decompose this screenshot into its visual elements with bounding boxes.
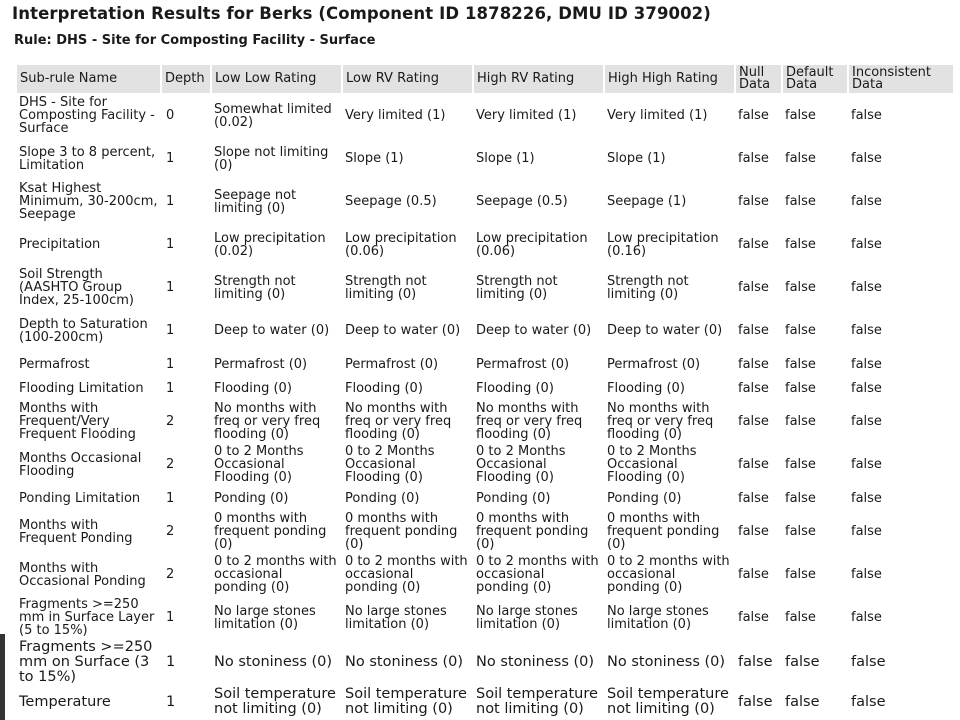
cell-low-rv: 0 to 2 months with occasional ponding (0) <box>345 554 468 595</box>
cell-default: false <box>785 414 816 429</box>
cell-low-low: Slope not limiting (0) <box>214 144 329 173</box>
cell-inconsistent: false <box>851 151 882 166</box>
cell-inconsistent: false <box>851 524 882 539</box>
col-header-low-rv: Low RV Rating <box>343 65 472 93</box>
cell-high-rv: Deep to water (0) <box>476 323 592 338</box>
cell-low-low: No large stones limitation (0) <box>214 603 316 632</box>
cell-low-low: Ponding (0) <box>214 490 289 506</box>
table-row <box>17 224 953 265</box>
cell-default: false <box>785 380 816 396</box>
cell-subrule: Temperature <box>19 693 111 710</box>
cell-low-rv: 0 to 2 Months Occasional Flooding (0) <box>345 444 435 485</box>
cell-default: false <box>785 654 820 670</box>
cell-low-rv: Seepage (0.5) <box>345 194 437 209</box>
cell-inconsistent: false <box>851 356 882 372</box>
cell-null: false <box>738 151 769 166</box>
cell-high-high: Strength not limiting (0) <box>607 273 689 302</box>
cell-high-rv: Permafrost (0) <box>476 356 570 372</box>
cell-low-rv: 0 months with frequent ponding (0) <box>345 511 458 552</box>
cell-low-rv: Slope (1) <box>345 151 404 166</box>
cell-low-rv: Flooding (0) <box>345 380 423 396</box>
cell-low-rv: Permafrost (0) <box>345 356 439 372</box>
cell-high-high: 0 to 2 Months Occasional Flooding (0) <box>607 444 697 485</box>
cell-inconsistent: false <box>851 108 882 123</box>
cell-inconsistent: false <box>851 457 882 472</box>
cell-default: false <box>785 194 816 209</box>
table-row <box>17 310 953 351</box>
table-header-row <box>17 65 953 93</box>
cell-high-rv: Slope (1) <box>476 151 535 166</box>
cell-depth: 1 <box>166 323 175 338</box>
cell-high-rv: No months with freq or very freq flooding (0) <box>476 401 583 442</box>
cell-high-high: Deep to water (0) <box>607 323 723 338</box>
cell-high-rv: Low precipitation (0.06) <box>476 230 588 259</box>
cell-subrule: Fragments >=250 mm on Surface (3 to 15%) <box>19 639 153 685</box>
cell-high-rv: 0 to 2 months with occasional ponding (0) <box>476 554 599 595</box>
cell-inconsistent: false <box>851 380 882 396</box>
cell-low-low: Permafrost (0) <box>214 356 308 372</box>
cell-high-high: 0 months with frequent ponding (0) <box>607 511 720 552</box>
cell-default: false <box>785 280 816 295</box>
col-header-null: Null Data <box>736 65 781 93</box>
cell-null: false <box>738 237 769 252</box>
cell-depth: 1 <box>166 280 175 295</box>
cell-inconsistent: false <box>851 654 886 670</box>
table-row <box>17 181 953 222</box>
table-row <box>17 640 953 685</box>
cell-depth: 1 <box>166 693 176 710</box>
cell-depth: 1 <box>166 237 175 252</box>
cell-inconsistent: false <box>851 693 886 710</box>
cell-null: false <box>738 414 769 429</box>
cell-inconsistent: false <box>851 567 882 582</box>
cell-high-high: Very limited (1) <box>607 108 708 123</box>
cell-high-high: No months with freq or very freq flooding (0) <box>607 401 714 442</box>
cell-null: false <box>738 194 769 209</box>
cell-subrule: Months with Occasional Ponding <box>19 560 146 589</box>
cell-default: false <box>785 490 816 506</box>
cell-null: false <box>738 610 769 625</box>
table-row <box>17 554 953 595</box>
cell-null: false <box>738 490 769 506</box>
cell-default: false <box>785 693 820 710</box>
table-row <box>17 401 953 442</box>
cell-high-high: Low precipitation (0.16) <box>607 230 719 259</box>
cell-low-low: No months with freq or very freq flooding (0) <box>214 401 321 442</box>
table-row <box>17 267 953 308</box>
cell-subrule: Soil Strength (AASHTO Group Index, 25-100cm) <box>19 267 134 308</box>
cell-inconsistent: false <box>851 323 882 338</box>
cell-depth: 1 <box>166 490 175 506</box>
table-row <box>17 444 953 485</box>
cell-high-high: Permafrost (0) <box>607 356 701 372</box>
cell-high-high: No stoniness (0) <box>607 654 726 670</box>
cell-low-low: Low precipitation (0.02) <box>214 230 326 259</box>
cell-high-rv: No large stones limitation (0) <box>476 603 578 632</box>
cell-default: false <box>785 151 816 166</box>
cell-default: false <box>785 108 816 123</box>
cell-low-rv: No stoniness (0) <box>345 654 464 670</box>
cell-high-high: 0 to 2 months with occasional ponding (0) <box>607 554 730 595</box>
cell-low-rv: Very limited (1) <box>345 108 446 123</box>
cell-low-low: 0 months with frequent ponding (0) <box>214 511 327 552</box>
cell-default: false <box>785 356 816 372</box>
cell-depth: 1 <box>166 380 175 396</box>
cell-depth: 1 <box>166 654 176 670</box>
cell-depth: 1 <box>166 151 175 166</box>
cell-depth: 1 <box>166 194 175 209</box>
rule-heading: Rule: DHS - Site for Composting Facility - Surface <box>14 33 376 48</box>
col-header-low-low: Low Low Rating <box>212 65 341 93</box>
cell-depth: 1 <box>166 610 175 625</box>
cell-depth: 2 <box>166 457 175 472</box>
table-row <box>17 377 953 399</box>
cell-null: false <box>738 567 769 582</box>
cell-subrule: Months Occasional Flooding <box>19 450 142 479</box>
cell-inconsistent: false <box>851 490 882 506</box>
cell-low-low: No stoniness (0) <box>214 654 333 670</box>
cell-depth: 2 <box>166 567 175 582</box>
col-header-depth: Depth <box>162 65 210 93</box>
cell-default: false <box>785 524 816 539</box>
cell-null: false <box>738 693 773 710</box>
left-edge-bar <box>0 634 5 720</box>
cell-low-low: 0 to 2 Months Occasional Flooding (0) <box>214 444 304 485</box>
cell-low-rv: Low precipitation (0.06) <box>345 230 457 259</box>
cell-high-rv: 0 months with frequent ponding (0) <box>476 511 589 552</box>
cell-null: false <box>738 457 769 472</box>
cell-high-high: Seepage (1) <box>607 194 687 209</box>
col-header-subrule: Sub-rule Name <box>17 65 160 93</box>
cell-subrule: Permafrost <box>19 356 90 372</box>
cell-low-low: Soil temperature not limiting (0) <box>214 686 336 717</box>
cell-high-rv: 0 to 2 Months Occasional Flooding (0) <box>476 444 566 485</box>
interpretation-table <box>15 63 955 719</box>
cell-high-high: No large stones limitation (0) <box>607 603 709 632</box>
cell-high-rv: Very limited (1) <box>476 108 577 123</box>
cell-inconsistent: false <box>851 280 882 295</box>
cell-default: false <box>785 457 816 472</box>
cell-null: false <box>738 524 769 539</box>
cell-low-low: Strength not limiting (0) <box>214 273 296 302</box>
cell-null: false <box>738 108 769 123</box>
cell-depth: 2 <box>166 414 175 429</box>
cell-subrule: Precipitation <box>19 237 101 252</box>
cell-subrule: Depth to Saturation (100-200cm) <box>19 316 148 345</box>
cell-low-low: Somewhat limited (0.02) <box>214 101 332 130</box>
page-title: Interpretation Results for Berks (Component ID 1878226, DMU ID 379002) <box>12 4 711 23</box>
cell-subrule: Ponding Limitation <box>19 490 141 506</box>
cell-low-rv: Soil temperature not limiting (0) <box>345 686 467 717</box>
cell-low-low: Flooding (0) <box>214 380 292 396</box>
cell-subrule: Slope 3 to 8 percent, Limitation <box>19 144 156 173</box>
cell-high-high: Soil temperature not limiting (0) <box>607 686 729 717</box>
cell-null: false <box>738 654 773 670</box>
cell-high-rv: Seepage (0.5) <box>476 194 568 209</box>
cell-low-low: 0 to 2 months with occasional ponding (0) <box>214 554 337 595</box>
col-header-inconsistent: Inconsistent Data <box>849 65 953 93</box>
cell-subrule: DHS - Site for Composting Facility - Surface <box>19 95 155 136</box>
cell-high-rv: Flooding (0) <box>476 380 554 396</box>
cell-low-rv: No large stones limitation (0) <box>345 603 447 632</box>
cell-subrule: Months with Frequent Ponding <box>19 517 133 546</box>
cell-default: false <box>785 237 816 252</box>
cell-low-rv: Ponding (0) <box>345 490 420 506</box>
cell-subrule: Fragments >=250 mm in Surface Layer (5 to 15%) <box>19 597 155 638</box>
cell-subrule: Months with Frequent/Very Frequent Flooding <box>19 401 136 442</box>
cell-high-high: Slope (1) <box>607 151 666 166</box>
cell-low-low: Deep to water (0) <box>214 323 330 338</box>
cell-high-rv: Soil temperature not limiting (0) <box>476 686 598 717</box>
cell-default: false <box>785 323 816 338</box>
cell-depth: 0 <box>166 108 175 123</box>
table-row <box>17 687 953 717</box>
col-header-default: Default Data <box>783 65 847 93</box>
cell-high-rv: No stoniness (0) <box>476 654 595 670</box>
cell-high-high: Flooding (0) <box>607 380 685 396</box>
cell-subrule: Ksat Highest Minimum, 30-200cm, Seepage <box>19 181 158 222</box>
cell-null: false <box>738 380 769 396</box>
cell-high-rv: Ponding (0) <box>476 490 551 506</box>
cell-low-rv: No months with freq or very freq flooding (0) <box>345 401 452 442</box>
table-row <box>17 511 953 552</box>
table-row <box>17 353 953 375</box>
cell-low-rv: Strength not limiting (0) <box>345 273 427 302</box>
table-row <box>17 597 953 638</box>
cell-high-high: Ponding (0) <box>607 490 682 506</box>
table-row <box>17 95 953 136</box>
cell-depth: 2 <box>166 524 175 539</box>
cell-subrule: Flooding Limitation <box>19 380 144 396</box>
cell-inconsistent: false <box>851 414 882 429</box>
cell-low-rv: Deep to water (0) <box>345 323 461 338</box>
cell-inconsistent: false <box>851 237 882 252</box>
table-row <box>17 487 953 509</box>
col-header-high-high: High High Rating <box>605 65 734 93</box>
cell-inconsistent: false <box>851 610 882 625</box>
col-header-high-rv: High RV Rating <box>474 65 603 93</box>
cell-inconsistent: false <box>851 194 882 209</box>
cell-low-low: Seepage not limiting (0) <box>214 187 297 216</box>
cell-null: false <box>738 280 769 295</box>
table-row <box>17 138 953 179</box>
cell-null: false <box>738 356 769 372</box>
cell-default: false <box>785 610 816 625</box>
cell-null: false <box>738 323 769 338</box>
cell-default: false <box>785 567 816 582</box>
cell-high-rv: Strength not limiting (0) <box>476 273 558 302</box>
cell-depth: 1 <box>166 356 175 372</box>
